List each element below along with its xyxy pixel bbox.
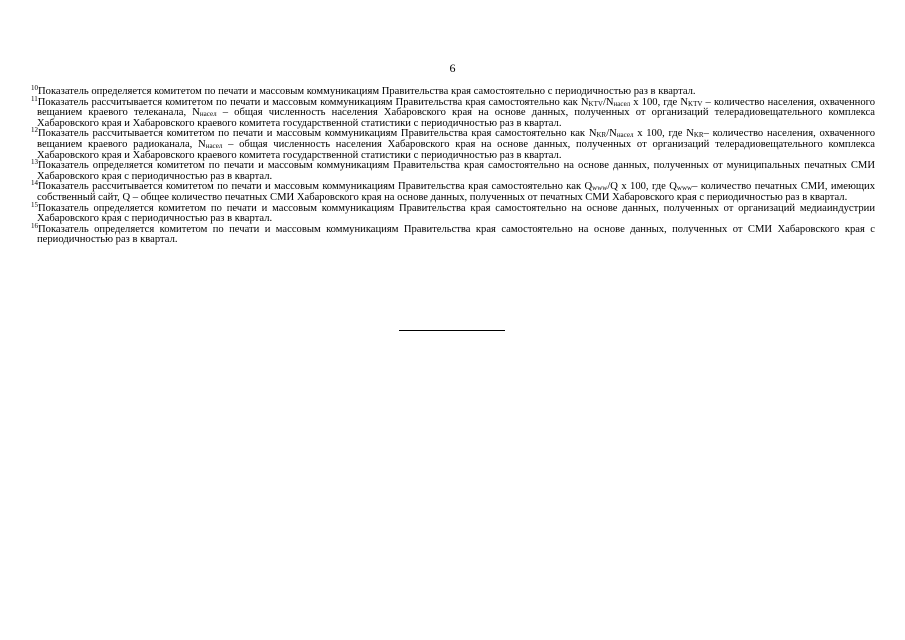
page-number: 6 xyxy=(449,61,456,75)
footnote-12 xyxy=(31,126,875,161)
footnote-11 xyxy=(31,94,876,130)
footnote-marker: 16 xyxy=(31,221,38,230)
footnote-text: – общая численность населения Хабаровского края на основе данных, полученных от организаций телерадиовещательного комплекса Хабаровского края и Хабаровского краевого комитета государственной статистики с периодичностью раз в квартал. xyxy=(37,138,875,161)
footnote-marker: 14 xyxy=(31,179,38,188)
footnote-text: – количество печатных СМИ, имеющих собственный сайт, Q – общее количество печатных СМИ Хабаровского края на основе данных, полученных от печатных СМИ Хабаровского края с периодичностью раз в квартал. xyxy=(37,181,875,203)
footnote-text: х 100, где N xyxy=(630,96,689,108)
footnote-text: Показатель рассчитывается комитетом по печати и массовым коммуникациям Правительства края самостоятельно как N xyxy=(37,96,589,108)
footnote-14 xyxy=(31,179,875,203)
footnote-marker: 15 xyxy=(31,200,38,209)
footnote-marker: 10 xyxy=(31,84,38,92)
formula-subscript: насел xyxy=(613,99,631,108)
footnote-text: Показатель определяется комитетом по печати и массовым коммуникациям Правительства края самостоятельно с периодичностью раз в квартал. xyxy=(38,86,696,97)
footnote-text: – количество населения, охваченного вещанием краевого телеканала, N xyxy=(37,96,875,119)
formula-subscript: насел xyxy=(199,110,217,119)
footnote-13 xyxy=(31,158,875,182)
footnotes-block xyxy=(31,84,876,246)
footnote-text: – количество населения, охваченного вещанием краевого радиоканала, N xyxy=(37,128,875,150)
end-divider-line xyxy=(399,330,505,331)
footnote-15 xyxy=(31,200,875,225)
footnote-marker: 13 xyxy=(31,158,38,167)
footnote-text: Показатель определяется комитетом по печати и массовым коммуникациям Правительства края самостоятельно на основе данных, полученных от муниципальных печатных СМИ Хабаровского края с периодичностью раз в квартал. xyxy=(37,160,875,182)
footnote-marker: 12 xyxy=(31,126,38,135)
formula-subscript: KTV xyxy=(688,99,703,108)
footnote-text: Показатель определяется комитетом по печати и массовым коммуникациям Правительства края самостоятельно на основе данных, полученных от организаций медиаиндустрии Хабаровского края с периодичностью раз в квартал. xyxy=(37,202,875,225)
formula-subscript: насел xyxy=(205,141,223,150)
formula-subscript: KR xyxy=(693,131,704,140)
formula-subscript: KTV xyxy=(588,99,603,108)
footnote-text: /Q х 100, где Q xyxy=(607,181,677,193)
footnote-16 xyxy=(31,221,875,246)
footnote-marker: 11 xyxy=(31,94,38,103)
footnote-text: Показатель рассчитывается комитетом по печати и массовым коммуникациям Правительства края самостоятельно как N xyxy=(38,128,597,140)
footnote-text: Показатель рассчитывается комитетом по печати и массовым коммуникациям Правительства края самостоятельно как Q xyxy=(38,181,593,193)
formula-subscript: KR xyxy=(596,131,607,140)
footnote-text: /N xyxy=(606,128,617,140)
footnote-text: /N xyxy=(602,96,614,108)
footnote-text: Показатель определяется комитетом по печати и массовым коммуникациям Правительства края самостоятельно на основе данных, полученных от СМИ Хабаровского края с периодичностью раз в квартал. xyxy=(37,223,875,246)
footnote-text: – общая численность населения Хабаровского края на основе данных, полученных от организаций телерадиовещательного комплекса Хабаровского края и Хабаровского краевого комитета государственной статистики с периодичностью раз в квартал. xyxy=(37,107,876,129)
formula-subscript: насел xyxy=(616,131,634,140)
formula-subscript: www xyxy=(676,184,693,193)
formula-subscript: www xyxy=(592,184,608,193)
footnote-text: х 100, где N xyxy=(633,128,694,140)
